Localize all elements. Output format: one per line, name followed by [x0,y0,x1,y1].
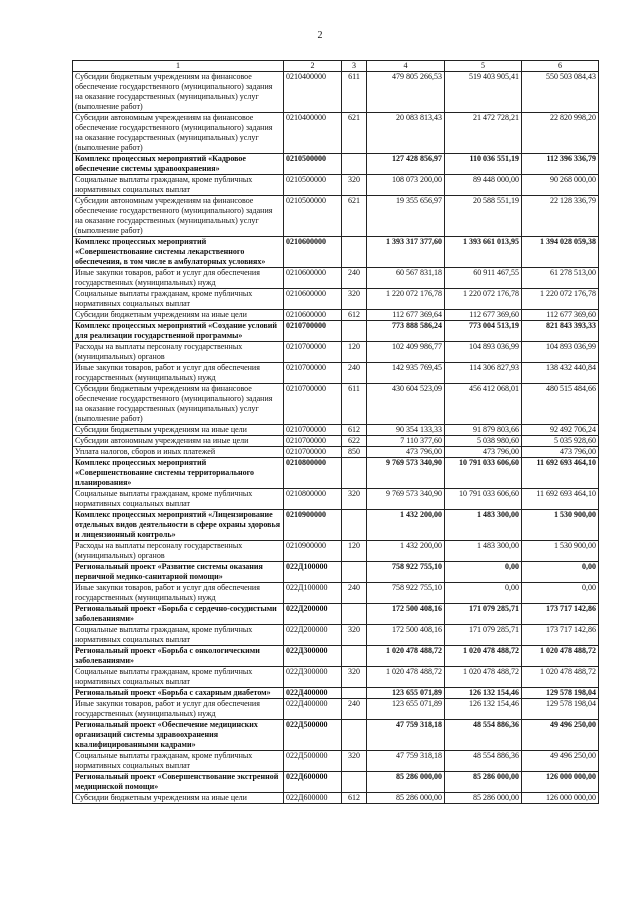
target-code-cell: 0210700000 [284,447,342,458]
amount-year-1-cell: 142 935 769,45 [367,363,445,384]
amount-year-1-cell: 127 428 856,97 [367,154,445,175]
expense-type-cell: 320 [342,625,367,646]
target-code-cell: 0210600000 [284,289,342,310]
expense-name-cell: Субсидии бюджетным учреждениям на финансовое обеспечение государственного (муниципального) задания на оказание государственных (муниципальных) услуг (выполнение работ) [73,72,284,113]
expense-name-cell: Комплекс процессных мероприятий «Кадровое обеспечение системы здравоохранения» [73,154,284,175]
expense-name-cell: Расходы на выплаты персоналу государственных (муниципальных) органов [73,541,284,562]
expense-type-cell: 320 [342,175,367,196]
table-row [73,772,599,793]
table-row [73,268,599,289]
target-code-cell: 0210700000 [284,384,342,425]
amount-year-3-cell: 0,00 [522,562,599,583]
amount-year-2-cell: 10 791 033 606,60 [445,458,522,489]
expense-type-cell: 240 [342,583,367,604]
amount-year-2-cell: 1 483 300,00 [445,541,522,562]
column-header: 2 [284,61,342,72]
amount-year-3-cell: 22 820 998,20 [522,113,599,154]
table-row [73,436,599,447]
amount-year-3-cell: 138 432 440,84 [522,363,599,384]
amount-year-2-cell: 1 220 072 176,78 [445,289,522,310]
amount-year-2-cell: 48 554 886,36 [445,751,522,772]
expense-name-cell: Региональный проект «Борьба с онкологическими заболеваниями» [73,646,284,667]
target-code-cell: 0210700000 [284,342,342,363]
amount-year-1-cell: 1 432 200,00 [367,510,445,541]
amount-year-1-cell: 47 759 318,18 [367,720,445,751]
amount-year-2-cell: 126 132 154,46 [445,699,522,720]
amount-year-3-cell: 480 515 484,66 [522,384,599,425]
amount-year-2-cell: 85 286 000,00 [445,772,522,793]
table-row [73,289,599,310]
expense-name-cell: Социальные выплаты гражданам, кроме публичных нормативных социальных выплат [73,289,284,310]
expense-type-cell [342,646,367,667]
table-row [73,425,599,436]
page-number: 2 [317,30,323,41]
amount-year-3-cell: 112 396 336,79 [522,154,599,175]
amount-year-1-cell: 60 567 831,18 [367,268,445,289]
column-number-row [73,61,599,72]
target-code-cell: 0210900000 [284,510,342,541]
amount-year-2-cell: 0,00 [445,583,522,604]
amount-year-1-cell: 1 393 317 377,60 [367,237,445,268]
target-code-cell: 022Д600000 [284,772,342,793]
table-row [73,541,599,562]
amount-year-2-cell: 10 791 033 606,60 [445,489,522,510]
expense-name-cell: Субсидии бюджетным учреждениям на финансовое обеспечение государственного (муниципального) задания на оказание государственных (муниципальных) услуг (выполнение работ) [73,384,284,425]
table-row [73,196,599,237]
target-code-cell: 022Д100000 [284,583,342,604]
table-row [73,646,599,667]
expense-type-cell: 240 [342,699,367,720]
expense-type-cell [342,237,367,268]
amount-year-3-cell: 0,00 [522,583,599,604]
target-code-cell: 022Д200000 [284,604,342,625]
expense-type-cell: 611 [342,72,367,113]
expense-type-cell [342,772,367,793]
target-code-cell: 0210600000 [284,310,342,321]
column-header: 5 [445,61,522,72]
expense-type-cell [342,321,367,342]
target-code-cell: 0210700000 [284,436,342,447]
target-code-cell: 0210800000 [284,489,342,510]
amount-year-2-cell: 104 893 036,99 [445,342,522,363]
amount-year-2-cell: 60 911 467,55 [445,268,522,289]
amount-year-2-cell: 0,00 [445,562,522,583]
target-code-cell: 022Д500000 [284,720,342,751]
amount-year-3-cell: 49 496 250,00 [522,720,599,751]
expense-type-cell: 320 [342,289,367,310]
amount-year-2-cell: 114 306 827,93 [445,363,522,384]
amount-year-2-cell: 126 132 154,46 [445,688,522,699]
target-code-cell: 0210500000 [284,175,342,196]
expense-type-cell: 850 [342,447,367,458]
expense-type-cell [342,688,367,699]
amount-year-3-cell: 5 035 928,60 [522,436,599,447]
amount-year-3-cell: 1 394 028 059,38 [522,237,599,268]
target-code-cell: 0210800000 [284,458,342,489]
expense-name-cell: Расходы на выплаты персоналу государственных (муниципальных) органов [73,342,284,363]
amount-year-3-cell: 821 843 393,33 [522,321,599,342]
expense-name-cell: Субсидии бюджетным учреждениям на иные цели [73,793,284,804]
expense-name-cell: Социальные выплаты гражданам, кроме публичных нормативных социальных выплат [73,751,284,772]
amount-year-2-cell: 1 020 478 488,72 [445,646,522,667]
table-body [73,72,599,804]
table-row [73,321,599,342]
target-code-cell: 022Д400000 [284,699,342,720]
amount-year-2-cell: 85 286 000,00 [445,793,522,804]
amount-year-1-cell: 430 604 523,09 [367,384,445,425]
amount-year-2-cell: 456 412 068,01 [445,384,522,425]
expense-name-cell: Комплекс процессных мероприятий «Создание условий для реализации государственной программы» [73,321,284,342]
target-code-cell: 0210700000 [284,321,342,342]
expense-type-cell: 320 [342,489,367,510]
expense-type-cell: 240 [342,363,367,384]
expense-name-cell: Социальные выплаты гражданам, кроме публичных нормативных социальных выплат [73,625,284,646]
table-row [73,510,599,541]
table-row [73,625,599,646]
expense-type-cell: 612 [342,425,367,436]
table-row [73,310,599,321]
target-code-cell: 0210600000 [284,237,342,268]
target-code-cell: 0210600000 [284,268,342,289]
target-code-cell: 022Д100000 [284,562,342,583]
expense-type-cell: 120 [342,342,367,363]
amount-year-1-cell: 19 355 656,97 [367,196,445,237]
amount-year-2-cell: 48 554 886,36 [445,720,522,751]
expense-type-cell: 621 [342,113,367,154]
amount-year-2-cell: 91 879 803,66 [445,425,522,436]
amount-year-2-cell: 110 036 551,19 [445,154,522,175]
target-code-cell: 0210400000 [284,113,342,154]
expense-name-cell: Региональный проект «Борьба с сердечно-сосудистыми заболеваниями» [73,604,284,625]
amount-year-1-cell: 758 922 755,10 [367,562,445,583]
target-code-cell: 0210500000 [284,196,342,237]
amount-year-1-cell: 112 677 369,64 [367,310,445,321]
expense-name-cell: Субсидии бюджетным учреждениям на иные цели [73,425,284,436]
expense-name-cell: Иные закупки товаров, работ и услуг для обеспечения государственных (муниципальных) нужд [73,699,284,720]
target-code-cell: 0210400000 [284,72,342,113]
expense-name-cell: Иные закупки товаров, работ и услуг для обеспечения государственных (муниципальных) нужд [73,583,284,604]
table-row [73,699,599,720]
amount-year-3-cell: 11 692 693 464,10 [522,489,599,510]
amount-year-2-cell: 1 483 300,00 [445,510,522,541]
amount-year-3-cell: 61 278 513,00 [522,268,599,289]
expense-name-cell: Социальные выплаты гражданам, кроме публичных нормативных социальных выплат [73,175,284,196]
amount-year-1-cell: 1 020 478 488,72 [367,646,445,667]
amount-year-3-cell: 1 020 478 488,72 [522,667,599,688]
amount-year-2-cell: 473 796,00 [445,447,522,458]
target-code-cell: 022Д200000 [284,625,342,646]
amount-year-2-cell: 89 448 000,00 [445,175,522,196]
expense-type-cell: 120 [342,541,367,562]
table-row [73,688,599,699]
amount-year-2-cell: 1 020 478 488,72 [445,667,522,688]
expense-type-cell: 240 [342,268,367,289]
amount-year-1-cell: 172 500 408,16 [367,604,445,625]
table-row [73,667,599,688]
amount-year-1-cell: 479 805 266,53 [367,72,445,113]
amount-year-1-cell: 1 432 200,00 [367,541,445,562]
amount-year-1-cell: 108 073 200,00 [367,175,445,196]
amount-year-3-cell: 1 530 900,00 [522,541,599,562]
expense-type-cell: 621 [342,196,367,237]
expense-name-cell: Комплекс процессных мероприятий «Лицензирование отдельных видов деятельности в сфере охраны здоровья и лицензионный контроль» [73,510,284,541]
expense-name-cell: Комплекс процессных мероприятий «Совершенствование системы лекарственного обеспечения, в том числе в амбулаторных условиях» [73,237,284,268]
expense-name-cell: Субсидии автономным учреждениям на финансовое обеспечение государственного (муниципального) задания на оказание государственных (муниципальных) услуг (выполнение работ) [73,196,284,237]
expense-type-cell [342,562,367,583]
table-row [73,458,599,489]
amount-year-3-cell: 550 503 084,43 [522,72,599,113]
table-row [73,720,599,751]
amount-year-3-cell: 1 220 072 176,78 [522,289,599,310]
amount-year-1-cell: 85 286 000,00 [367,793,445,804]
expense-type-cell [342,604,367,625]
table-row [73,562,599,583]
expense-name-cell: Региональный проект «Совершенствование экстренной медицинской помощи» [73,772,284,793]
amount-year-3-cell: 1 530 900,00 [522,510,599,541]
expense-type-cell: 320 [342,667,367,688]
table-row [73,751,599,772]
amount-year-3-cell: 1 020 478 488,72 [522,646,599,667]
expense-name-cell: Региональный проект «Обеспечение медицинских организаций системы здравоохранения квалифицированными кадрами» [73,720,284,751]
amount-year-1-cell: 172 500 408,16 [367,625,445,646]
expense-name-cell: Субсидии автономным учреждениям на финансовое обеспечение государственного (муниципального) задания на оказание государственных (муниципальных) услуг (выполнение работ) [73,113,284,154]
amount-year-1-cell: 123 655 071,89 [367,688,445,699]
expense-type-cell: 622 [342,436,367,447]
amount-year-1-cell: 758 922 755,10 [367,583,445,604]
target-code-cell: 0210700000 [284,425,342,436]
expense-type-cell [342,720,367,751]
amount-year-3-cell: 22 128 336,79 [522,196,599,237]
amount-year-1-cell: 85 286 000,00 [367,772,445,793]
table-row [73,72,599,113]
amount-year-2-cell: 773 004 513,19 [445,321,522,342]
amount-year-1-cell: 773 888 586,24 [367,321,445,342]
amount-year-1-cell: 7 110 377,60 [367,436,445,447]
amount-year-2-cell: 5 038 980,60 [445,436,522,447]
amount-year-3-cell: 104 893 036,99 [522,342,599,363]
amount-year-2-cell: 1 393 661 013,95 [445,237,522,268]
expense-name-cell: Иные закупки товаров, работ и услуг для обеспечения государственных (муниципальных) нужд [73,268,284,289]
amount-year-2-cell: 171 079 285,71 [445,625,522,646]
table-row [73,175,599,196]
table-row [73,447,599,458]
expense-name-cell: Социальные выплаты гражданам, кроме публичных нормативных социальных выплат [73,667,284,688]
table-row [73,342,599,363]
table-row [73,154,599,175]
target-code-cell: 022Д600000 [284,793,342,804]
amount-year-1-cell: 90 354 133,33 [367,425,445,436]
amount-year-2-cell: 171 079 285,71 [445,604,522,625]
amount-year-3-cell: 173 717 142,86 [522,604,599,625]
amount-year-1-cell: 9 769 573 340,90 [367,489,445,510]
table-row [73,489,599,510]
expense-name-cell: Социальные выплаты гражданам, кроме публичных нормативных социальных выплат [73,489,284,510]
amount-year-3-cell: 126 000 000,00 [522,772,599,793]
expense-name-cell: Субсидии автономным учреждениям на иные цели [73,436,284,447]
table-row [73,113,599,154]
amount-year-2-cell: 519 403 905,41 [445,72,522,113]
table-row [73,363,599,384]
expense-name-cell: Иные закупки товаров, работ и услуг для обеспечения государственных (муниципальных) нужд [73,363,284,384]
table-row [73,237,599,268]
expense-name-cell: Региональный проект «Развитие системы оказания первичной медико-санитарной помощи» [73,562,284,583]
expense-type-cell: 611 [342,384,367,425]
table-row [73,604,599,625]
target-code-cell: 022Д300000 [284,667,342,688]
amount-year-3-cell: 129 578 198,04 [522,688,599,699]
amount-year-3-cell: 90 268 000,00 [522,175,599,196]
table-row [73,384,599,425]
expense-type-cell [342,510,367,541]
amount-year-3-cell: 112 677 369,60 [522,310,599,321]
expense-name-cell: Комплекс процессных мероприятий «Совершенствование системы территориального планирования» [73,458,284,489]
amount-year-1-cell: 1 220 072 176,78 [367,289,445,310]
target-code-cell: 0210700000 [284,363,342,384]
amount-year-1-cell: 20 083 813,43 [367,113,445,154]
amount-year-2-cell: 21 472 728,21 [445,113,522,154]
amount-year-1-cell: 47 759 318,18 [367,751,445,772]
expense-type-cell: 612 [342,310,367,321]
amount-year-1-cell: 9 769 573 340,90 [367,458,445,489]
table-row [73,583,599,604]
amount-year-3-cell: 473 796,00 [522,447,599,458]
amount-year-3-cell: 92 492 706,24 [522,425,599,436]
table-row [73,793,599,804]
amount-year-3-cell: 129 578 198,04 [522,699,599,720]
expense-type-cell [342,458,367,489]
column-header: 3 [342,61,367,72]
target-code-cell: 022Д500000 [284,751,342,772]
expense-type-cell: 612 [342,793,367,804]
column-header: 6 [522,61,599,72]
target-code-cell: 022Д400000 [284,688,342,699]
amount-year-1-cell: 102 409 986,77 [367,342,445,363]
target-code-cell: 022Д300000 [284,646,342,667]
amount-year-1-cell: 1 020 478 488,72 [367,667,445,688]
expense-type-cell: 320 [342,751,367,772]
expense-name-cell: Региональный проект «Борьба с сахарным диабетом» [73,688,284,699]
expense-name-cell: Субсидии бюджетным учреждениям на иные цели [73,310,284,321]
amount-year-2-cell: 20 588 551,19 [445,196,522,237]
column-header: 4 [367,61,445,72]
target-code-cell: 0210500000 [284,154,342,175]
column-header: 1 [73,61,284,72]
amount-year-3-cell: 11 692 693 464,10 [522,458,599,489]
amount-year-3-cell: 49 496 250,00 [522,751,599,772]
amount-year-1-cell: 123 655 071,89 [367,699,445,720]
amount-year-3-cell: 126 000 000,00 [522,793,599,804]
target-code-cell: 0210900000 [284,541,342,562]
expense-name-cell: Уплата налогов, сборов и иных платежей [73,447,284,458]
amount-year-1-cell: 473 796,00 [367,447,445,458]
amount-year-3-cell: 173 717 142,86 [522,625,599,646]
expense-type-cell [342,154,367,175]
amount-year-2-cell: 112 677 369,60 [445,310,522,321]
budget-table [72,60,599,804]
